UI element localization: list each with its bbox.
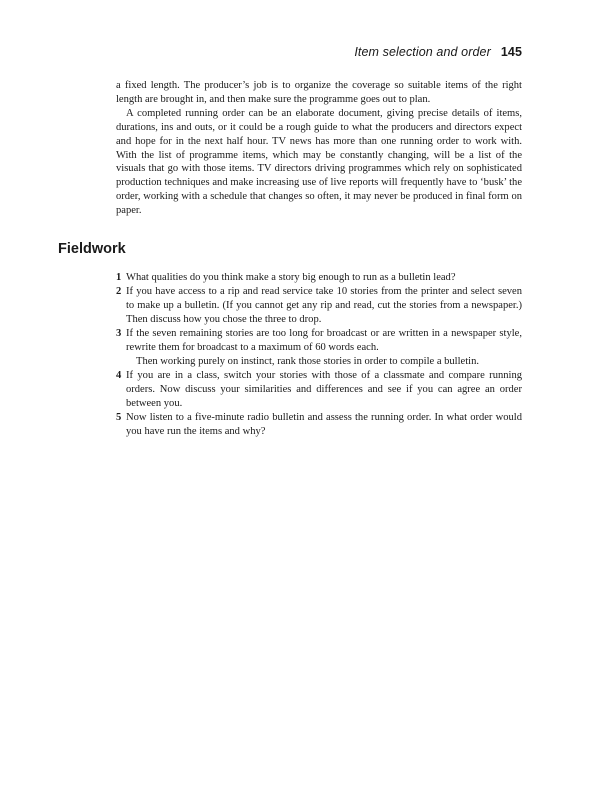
body-paragraph: a fixed length. The producer’s job is to organize the coverage so suitable items of the right length are brought in, and then make sure the programme goes out to plan. bbox=[116, 80, 522, 105]
item-text: If you have access to a rip and read service take 10 stories from the printer and select seven to make up a bulletin. (If you cannot get any rip and read, cut the stories from a newspaper.) Then discuss how you chose the three to drop. bbox=[126, 286, 522, 325]
body-text bbox=[116, 79, 522, 218]
item-text: Now listen to a five-minute radio bulletin and assess the running order. In what order would you have run the items and why? bbox=[126, 412, 522, 437]
item-number: 4 bbox=[116, 370, 122, 381]
body-paragraph: A completed running order can be an elaborate document, giving precise details of items, durations, ins and outs, or it could be a rough guide to what the producers and directors expect and hope for in the next half hour. TV news has more than one running order to work with. With the list of programme items, which may be constantly changing, will be a list of the visuals that go with those items. TV directors driving programmes which rely on sophisticated production techniques and make increasing use of live reports will frequently have to ‘busk’ the order, working with a schedule that changes so often, it may never be produced in final form on paper. bbox=[116, 107, 522, 217]
fieldwork-item bbox=[116, 285, 522, 327]
fieldwork-item bbox=[116, 327, 522, 369]
page-number: 145 bbox=[500, 45, 522, 59]
fieldwork-item bbox=[116, 369, 522, 411]
item-number: 1 bbox=[116, 272, 122, 283]
item-text: If you are in a class, switch your stories with those of a classmate and compare running orders. Now discuss your similarities and differences and see if you can agree an order between you. bbox=[126, 370, 522, 409]
fieldwork-list bbox=[116, 271, 522, 439]
section-heading-fieldwork: Fieldwork bbox=[58, 241, 126, 257]
fieldwork-item bbox=[116, 411, 522, 439]
running-head-title: Item selection and order bbox=[354, 45, 491, 59]
item-text: What qualities do you think make a story big enough to run as a bulletin lead? bbox=[126, 272, 456, 283]
item-text: If the seven remaining stories are too long for broadcast or are written in a newspaper style, rewrite them for broadcast to a maximum of 60 words each. bbox=[126, 328, 522, 353]
item-number: 3 bbox=[116, 328, 122, 339]
item-continuation: Then working purely on instinct, rank those stories in order to compile a bulletin. bbox=[136, 356, 479, 367]
item-number: 5 bbox=[116, 412, 122, 423]
fieldwork-item bbox=[116, 271, 522, 285]
running-head bbox=[354, 45, 522, 59]
item-number: 2 bbox=[116, 286, 122, 297]
